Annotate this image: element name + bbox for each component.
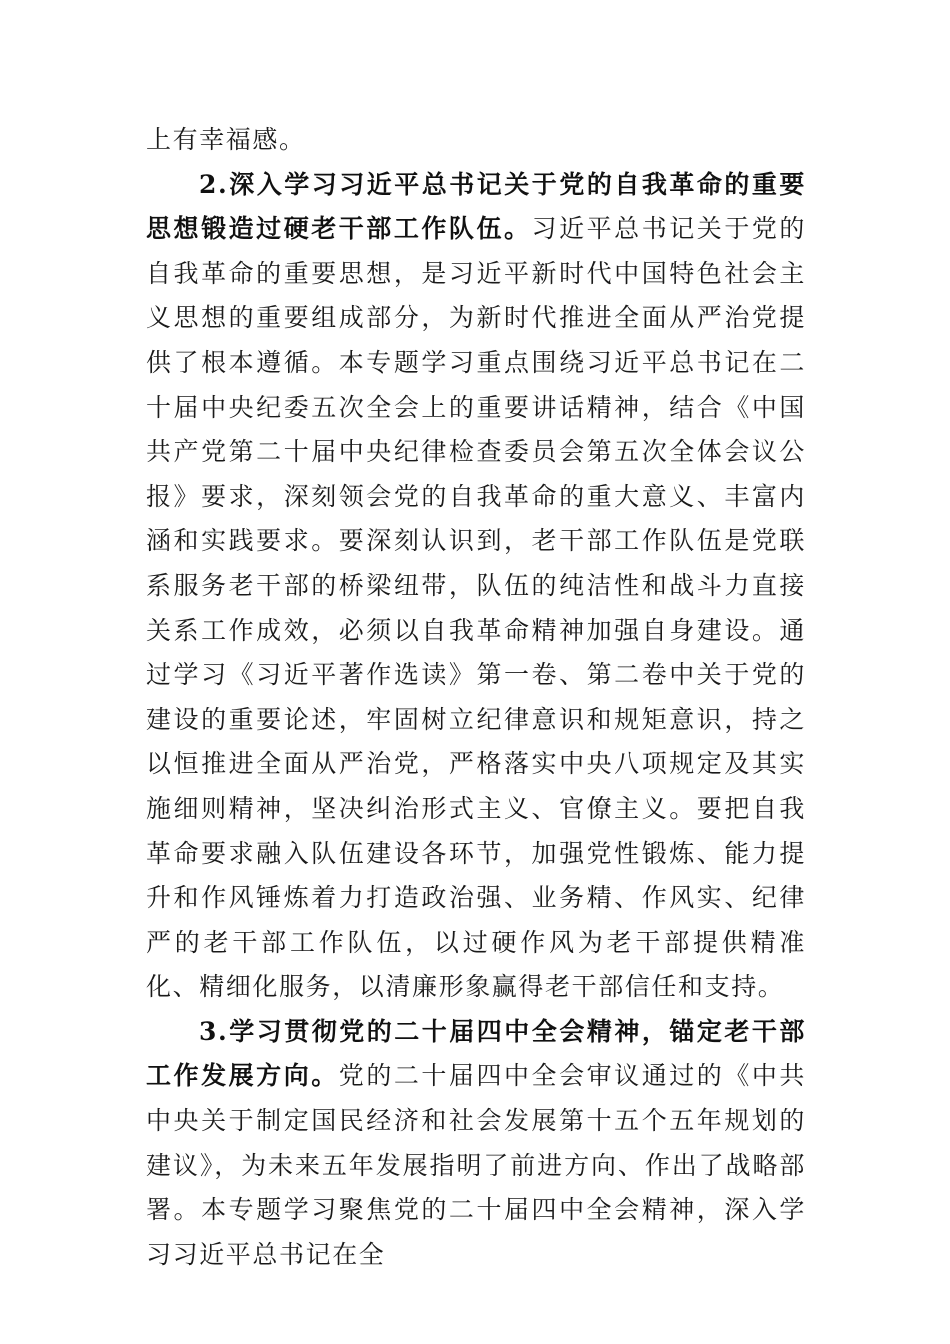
paragraph-2 xyxy=(146,163,806,1010)
document-body xyxy=(146,118,806,1277)
paragraph-text: 党的二十届四中全会审议通过的《中共中央关于制定国民经济和社会发展第十五个五年规划的建议》，为未来五年发展指明了前进方向、作出了战略部署。本专题学习聚焦党的二十届四中全会精神，深入学习习近平总书记在全 xyxy=(146,1061,807,1269)
section-heading-2: 2.深入学习习近平总书记关于党的自我革命的重要思想锻造过硬老干部工作队伍。 xyxy=(146,169,806,244)
paragraph-text: 上有幸福感。 xyxy=(146,125,306,154)
section-heading-3: 3.学习贯彻党的二十届四中全会精神，锚定老干部工作发展方向。 xyxy=(146,1016,806,1091)
paragraph-continuation xyxy=(146,118,806,163)
paragraph-3 xyxy=(146,1010,806,1278)
paragraph-text: 习近平总书记关于党的自我革命的重要思想，是习近平新时代中国特色社会主义思想的重要组成部分，为新时代推进全面从严治党提供了根本遵循。本专题学习重点围绕习近平总书记在二十届中央纪委五次全会上的重要讲话精神，结合《中国共产党第二十届中央纪律检查委员会第五次全体会议公报》要求，深刻领会党的自我革命的重大意义、丰富内涵和实践要求。要深刻认识到，老干部工作队伍是党联系服务老干部的桥梁纽带，队伍的纯洁性和战斗力直接关系工作成效，必须以自我革命精神加强自身建设。通过学习《习近平著作选读》第一卷、第二卷中关于党的建设的重要论述，牢固树立纪律意识和规矩意识，持之以恒推进全面从严治党，严格落实中央八项规定及其实施细则精神，坚决纠治形式主义、官僚主义。要把自我革命要求融入队伍建设各环节，加强党性锻炼、能力提升和作风锤炼着力打造政治强、业务精、作风实、纪律严的老干部工作队伍，以过硬作风为老干部提供精准化、精细化服务，以清廉形象赢得老干部信任和支持。 xyxy=(146,214,806,1002)
